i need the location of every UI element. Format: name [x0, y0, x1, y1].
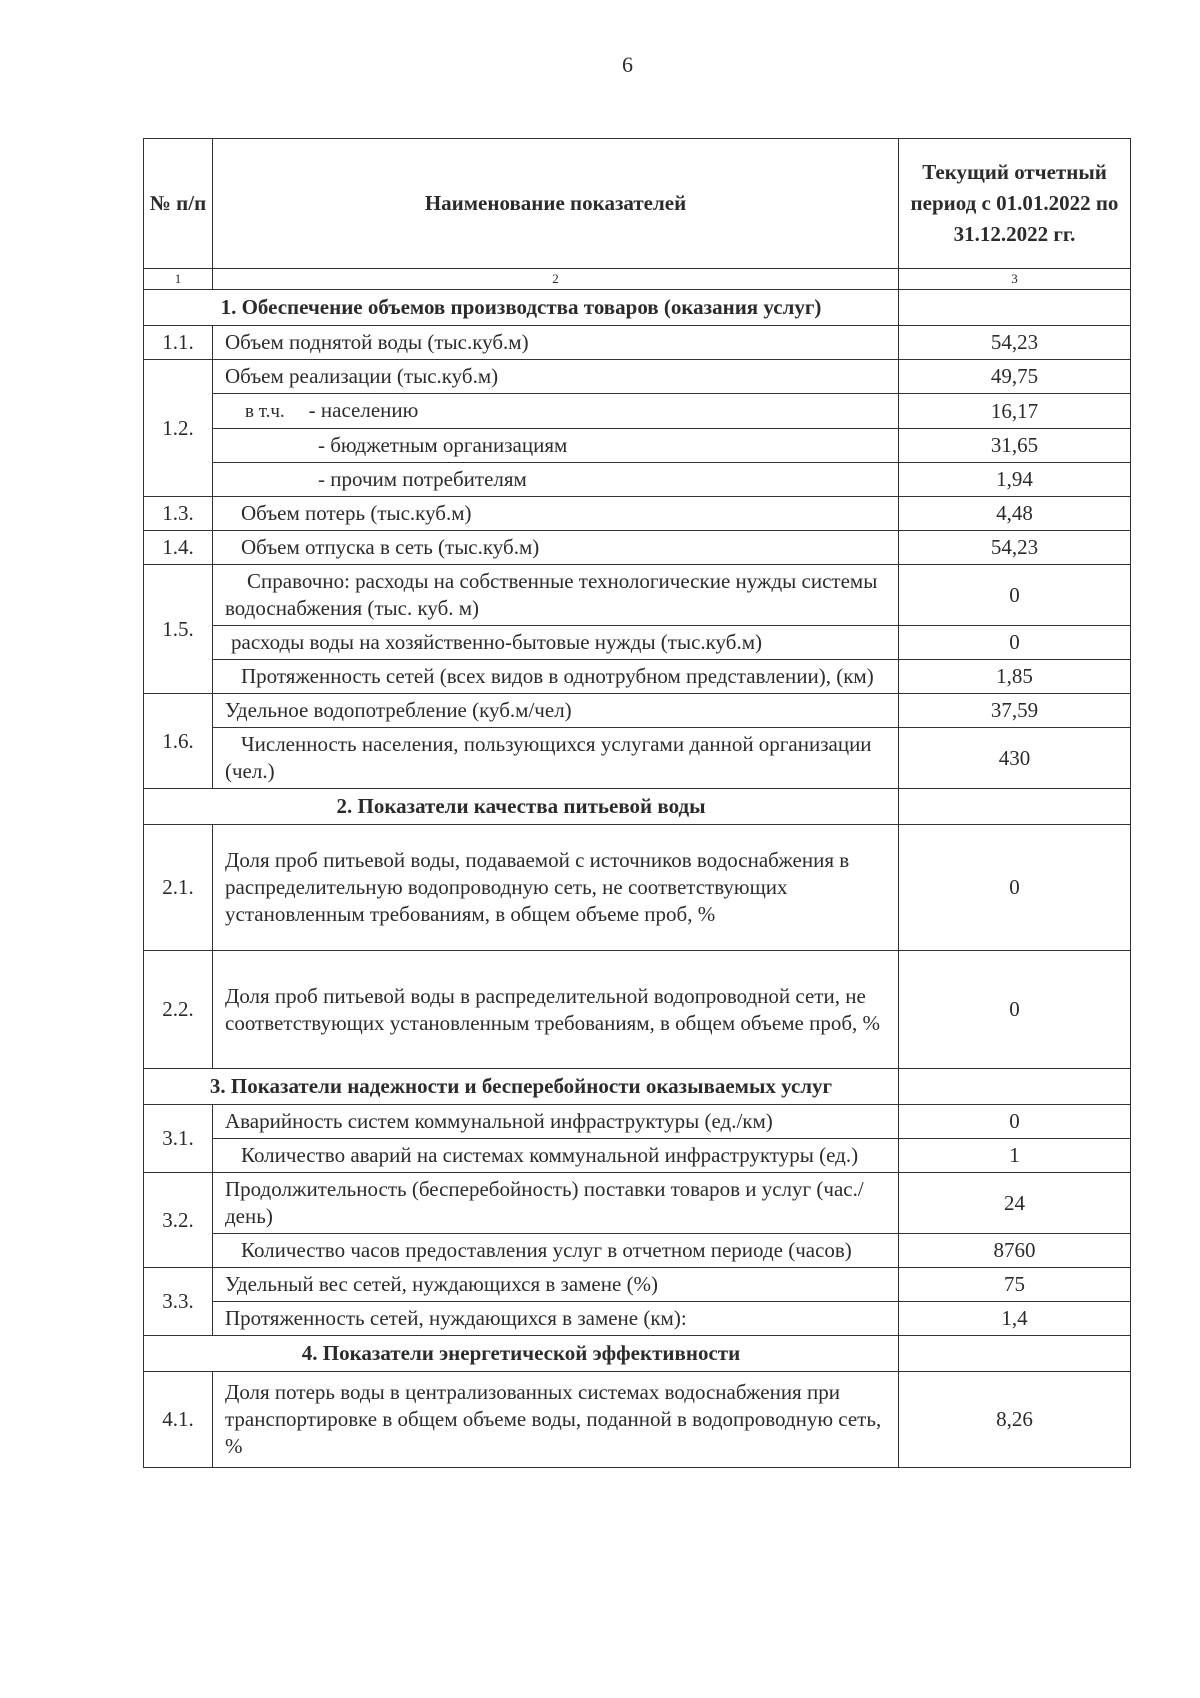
table-header-row — [144, 139, 1131, 269]
row-value: 8760 — [899, 1234, 1131, 1268]
table-row — [144, 1234, 1131, 1268]
row-value: 24 — [899, 1173, 1131, 1234]
row-value: 0 — [899, 565, 1131, 626]
row-value: 1,4 — [899, 1302, 1131, 1336]
row-name-text: - населению — [308, 398, 419, 422]
section-title-3: 3. Показатели надежности и бесперебойности оказываемых услуг — [144, 1069, 899, 1105]
row-name — [213, 394, 899, 429]
table-row — [144, 1268, 1131, 1302]
table-row — [144, 1105, 1131, 1139]
table-row — [144, 951, 1131, 1069]
table-row — [144, 429, 1131, 463]
row-name: Численность населения, пользующихся услугами данной организации (чел.) — [213, 728, 899, 789]
table-row — [144, 1139, 1131, 1173]
row-name: Справочно: расходы на собственные технологические нужды системы водоснабжения (тыс. куб. м) — [213, 565, 899, 626]
table-row — [144, 531, 1131, 565]
row-name: Доля проб питьевой воды, подаваемой с источников водоснабжения в распределительную водопроводную сеть, не соответствующих установленным требованиям, в общем объеме проб, % — [213, 825, 899, 951]
table-row — [144, 360, 1131, 394]
section-row — [144, 1069, 1131, 1105]
row-value: 37,59 — [899, 694, 1131, 728]
row-number: 1.3. — [144, 497, 213, 531]
row-value: 1 — [899, 1139, 1131, 1173]
row-number: 3.1. — [144, 1105, 213, 1173]
row-value: 49,75 — [899, 360, 1131, 394]
row-name: Доля потерь воды в централизованных системах водоснабжения при транспортировке в общем объеме воды, поданной в водопроводную сеть, % — [213, 1372, 899, 1468]
row-value: 31,65 — [899, 429, 1131, 463]
section-title-2: 2. Показатели качества питьевой воды — [144, 789, 899, 825]
row-value: 75 — [899, 1268, 1131, 1302]
row-name: Количество аварий на системах коммунальной инфраструктуры (ед.) — [213, 1139, 899, 1173]
row-name: Протяженность сетей, нуждающихся в замене (км): — [213, 1302, 899, 1336]
col-number-1: 1 — [144, 269, 213, 290]
row-name: Продолжительность (бесперебойность) поставки товаров и услуг (час./день) — [213, 1173, 899, 1234]
header-name: Наименование показателей — [213, 139, 899, 269]
row-number: 1.4. — [144, 531, 213, 565]
row-value: 0 — [899, 825, 1131, 951]
table-row — [144, 825, 1131, 951]
table-row — [144, 394, 1131, 429]
row-name: - бюджетным организациям — [213, 429, 899, 463]
row-number: 4.1. — [144, 1372, 213, 1468]
section-title-4: 4. Показатели энергетической эффективности — [144, 1336, 899, 1372]
row-number: 3.3. — [144, 1268, 213, 1336]
table-row — [144, 1372, 1131, 1468]
row-number: 2.1. — [144, 825, 213, 951]
row-value: 8,26 — [899, 1372, 1131, 1468]
row-value: 4,48 — [899, 497, 1131, 531]
table-row — [144, 728, 1131, 789]
row-name: Объем поднятой воды (тыс.куб.м) — [213, 326, 899, 360]
row-name: Количество часов предоставления услуг в отчетном периоде (часов) — [213, 1234, 899, 1268]
table-row — [144, 497, 1131, 531]
header-period: Текущий отчетный период с 01.01.2022 по 31.12.2022 гг. — [899, 139, 1131, 269]
table-row — [144, 660, 1131, 694]
section-row — [144, 789, 1131, 825]
row-name: Аварийность систем коммунальной инфраструктуры (ед./км) — [213, 1105, 899, 1139]
table-row — [144, 1302, 1131, 1336]
row-value: 0 — [899, 1105, 1131, 1139]
row-name: Удельное водопотребление (куб.м/чел) — [213, 694, 899, 728]
section-row — [144, 290, 1131, 326]
row-value: 1,85 — [899, 660, 1131, 694]
page-number: 6 — [622, 52, 633, 77]
table-row — [144, 326, 1131, 360]
row-name: Протяженность сетей (всех видов в однотрубном представлении), (км) — [213, 660, 899, 694]
indicators-table — [143, 138, 1131, 1468]
row-number: 1.5. — [144, 565, 213, 694]
row-number: 2.2. — [144, 951, 213, 1069]
row-value: 430 — [899, 728, 1131, 789]
row-value: 0 — [899, 626, 1131, 660]
col-number-3: 3 — [899, 269, 1131, 290]
row-number: 1.1. — [144, 326, 213, 360]
header-num: № п/п — [144, 139, 213, 269]
row-name: Объем реализации (тыс.куб.м) — [213, 360, 899, 394]
row-number: 1.2. — [144, 360, 213, 497]
table-row — [144, 1173, 1131, 1234]
row-value: 54,23 — [899, 326, 1131, 360]
row-prefix: в т.ч. — [245, 401, 285, 422]
row-name: Объем потерь (тыс.куб.м) — [213, 497, 899, 531]
row-value: 54,23 — [899, 531, 1131, 565]
section-row — [144, 1336, 1131, 1372]
row-value: 16,17 — [899, 394, 1131, 429]
row-number: 1.6. — [144, 694, 213, 789]
row-value: 1,94 — [899, 463, 1131, 497]
table-row — [144, 565, 1131, 626]
table-row — [144, 626, 1131, 660]
table-row — [144, 694, 1131, 728]
table-row — [144, 463, 1131, 497]
row-name: Объем отпуска в сеть (тыс.куб.м) — [213, 531, 899, 565]
row-name: Доля проб питьевой воды в распределительной водопроводной сети, не соответствующих установленным требованиям, в общем объеме проб, % — [213, 951, 899, 1069]
row-name: - прочим потребителям — [213, 463, 899, 497]
row-number: 3.2. — [144, 1173, 213, 1268]
section-title-1: 1. Обеспечение объемов производства товаров (оказания услуг) — [144, 290, 899, 326]
row-name: Удельный вес сетей, нуждающихся в замене (%) — [213, 1268, 899, 1302]
row-value: 0 — [899, 951, 1131, 1069]
col-number-2: 2 — [213, 269, 899, 290]
column-numbers-row — [144, 269, 1131, 290]
row-name: расходы воды на хозяйственно-бытовые нужды (тыс.куб.м) — [213, 626, 899, 660]
